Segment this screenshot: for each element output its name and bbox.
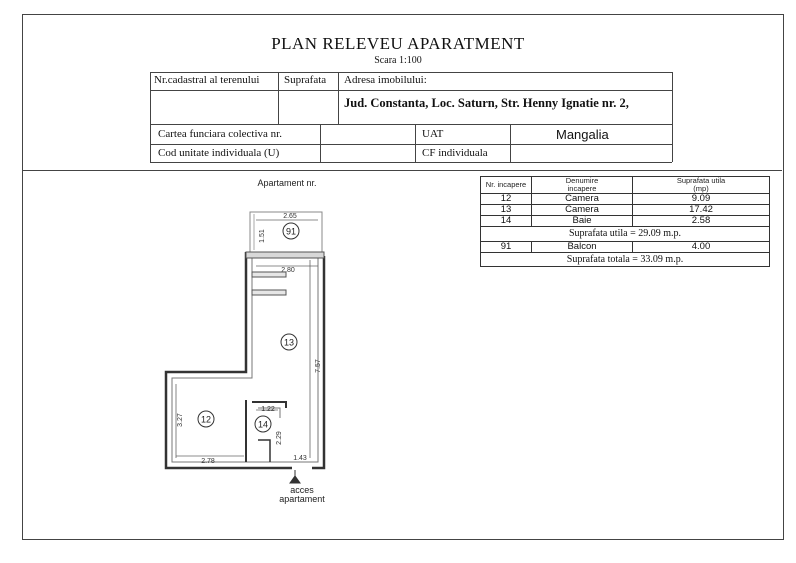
row-area: 2.58: [633, 216, 770, 227]
room-label-91: 91: [285, 226, 297, 237]
dim-bath-length: 2.29: [276, 431, 283, 445]
adresa-value: Jud. Constanta, Loc. Saturn, Str. Henny Ignatie nr. 2,: [344, 96, 629, 110]
row-area: 17.42: [633, 205, 770, 216]
nr-cadastral-label: Nr.cadastral al terenului: [154, 74, 260, 86]
adresa-label: Adresa imobilului:: [344, 74, 427, 86]
table-row: [481, 205, 770, 216]
access-label-line1: acces: [290, 485, 314, 495]
dim-bath-width: 1.22: [261, 406, 275, 413]
dim-room13-length: 7.57: [315, 359, 322, 373]
suprafata-totala: Suprafata totala = 33.09 m.p.: [481, 253, 770, 267]
row-nr: 12: [481, 194, 532, 205]
access-arrow-icon: [290, 476, 300, 483]
cod-unitate-label: Cod unitate individuala (U): [158, 147, 280, 159]
row-name: Camera: [532, 205, 633, 216]
col-header-suprafata-line1: Suprafata utila: [676, 176, 726, 185]
dim-balcony-width: 2.65: [283, 213, 297, 220]
uat-value: Mangalia: [556, 127, 609, 142]
dim-corridor-width: 1.43: [293, 455, 307, 462]
row-name: Balcon: [532, 242, 633, 253]
uat-label: UAT: [422, 128, 444, 140]
col-header-denumire: [532, 177, 633, 194]
col-header-denumire-line1: Denumire: [565, 176, 599, 185]
row-name: Camera: [532, 194, 633, 205]
room-label-13: 13: [283, 337, 295, 348]
dim-room12-height: 3.27: [177, 413, 184, 427]
plan-title: Apartament nr.: [257, 178, 317, 188]
row-nr: 13: [481, 205, 532, 216]
suprafata-utila: Suprafata utila = 29.09 m.p.: [481, 227, 770, 242]
partition-wall-bottom: [252, 290, 286, 295]
table-row: [481, 216, 770, 227]
document-scale: Scara 1:100: [374, 55, 422, 66]
col-header-denumire-line2: incapere: [567, 184, 597, 193]
suprafata-label: Suprafata: [284, 74, 327, 86]
table-row: [481, 242, 770, 253]
room-label-12: 12: [200, 414, 212, 425]
col-header-suprafata: [633, 177, 770, 194]
access-label-line2: apartament: [279, 494, 325, 504]
row-nr: 14: [481, 216, 532, 227]
carte-funciara-label: Cartea funciara colectiva nr.: [158, 128, 282, 140]
cf-individuala-label: CF individuala: [422, 147, 488, 159]
col-header-nr: Nr. incapere: [481, 177, 532, 194]
row-area: 4.00: [633, 242, 770, 253]
bathroom-door: [258, 440, 270, 462]
table-row: [481, 194, 770, 205]
dim-room12-width: 2.78: [201, 458, 215, 465]
document-title: PLAN RELEVEU APARATMENT: [271, 34, 525, 53]
balcony-wall: [246, 252, 324, 258]
row-nr: 91: [481, 242, 532, 253]
rooms-table: [480, 176, 770, 267]
row-area: 9.09: [633, 194, 770, 205]
row-name: Baie: [532, 216, 633, 227]
col-header-suprafata-line2: (mp): [693, 184, 709, 193]
dim-balcony-depth: 1.51: [259, 229, 266, 243]
dim-room13-width: 2.80: [281, 267, 295, 274]
room-label-14: 14: [257, 419, 269, 430]
